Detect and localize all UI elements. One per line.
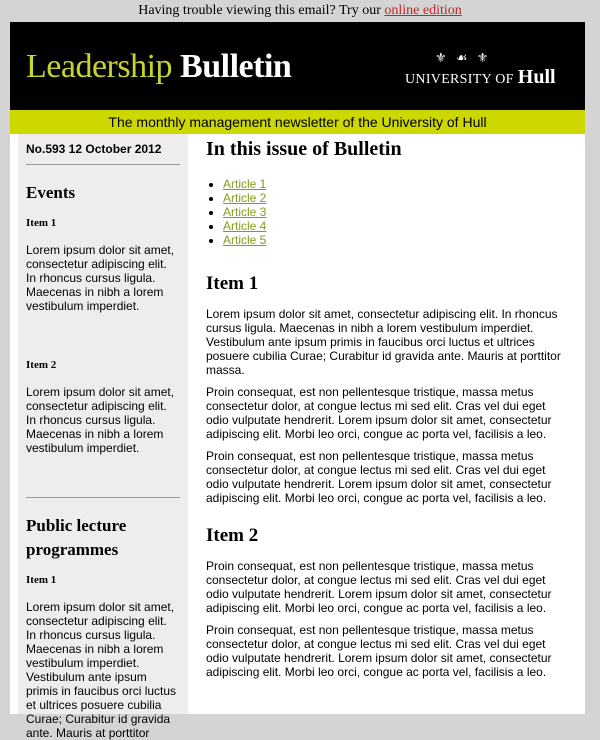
newsletter <box>10 22 585 740</box>
item-2-paragraph-1: Proin consequat, est non pellentesque tristique, massa metus consectetur dolor, at congue lectus mi sed elit. Cras vel dui eget odio vulputate hendrerit. Lorem ipsum dolor sit amet, consectetur adipiscing elit. Morbi leo orci, congue ac porta vel, facilisis a leo. <box>206 559 552 615</box>
content-area <box>10 134 585 740</box>
logo-hull: Hull <box>517 66 556 88</box>
article-link-3[interactable]: Article 3 <box>223 205 267 219</box>
sidebar-item-title: Item 2 <box>26 359 57 371</box>
view-online-text: Having trouble viewing this email? Try our <box>138 3 381 18</box>
list-item <box>223 219 566 233</box>
sidebar-item-text: Lorem ipsum dolor sit amet, consectetur adipiscing elit. In rhoncus cursus ligula. Maecenas in nibh a lorem vestibulum imperdiet. <box>26 243 175 313</box>
sidebar-item-text: Lorem ipsum dolor sit amet, consectetur adipiscing elit. In rhoncus cursus ligula. Maecenas in nibh a lorem vestibulum imperdiet. Vestibulum ante ipsum primis in faucibus orci luctus et ultrices posuere cubilia Curae; Curabitur id gravida ante. Mauris at porttitor <box>26 600 177 740</box>
sidebar-item-title: Item 1 <box>26 574 57 586</box>
issue-number: No.593 12 October 2012 <box>26 134 180 165</box>
list-item <box>223 205 566 219</box>
list-item <box>223 177 566 191</box>
masthead-word-bulletin: Bulletin <box>180 48 292 85</box>
view-online-bar <box>0 0 600 22</box>
article-link-1[interactable]: Article 1 <box>223 177 267 191</box>
item-2-heading: Item 2 <box>206 525 259 546</box>
sidebar-item-text: Lorem ipsum dolor sit amet, consectetur adipiscing elit. In rhoncus cursus ligula. Maecenas in nibh a lorem vestibulum imperdiet. <box>26 385 175 455</box>
article-list <box>206 177 566 247</box>
sidebar-item-title: Item 1 <box>26 217 57 229</box>
header-banner <box>10 22 585 110</box>
masthead-title <box>26 48 291 86</box>
item-1-paragraph-2: Proin consequat, est non pellentesque tristique, massa metus consectetur dolor, at congue lectus mi sed elit. Cras vel dui eget odio vulputate hendrerit. Lorem ipsum dolor sit amet, consectetur adipiscing elit. Morbi leo orci, congue ac porta vel, facilisis a leo. <box>206 385 552 441</box>
list-item <box>223 191 566 205</box>
list-item <box>223 233 566 247</box>
article-link-4[interactable]: Article 4 <box>223 219 267 233</box>
item-2-paragraph-2: Proin consequat, est non pellentesque tristique, massa metus consectetur dolor, at congue lectus mi sed elit. Cras vel dui eget odio vulputate hendrerit. Lorem ipsum dolor sit amet, consectetur adipiscing elit. Morbi leo orci, congue ac porta vel, facilisis a leo. <box>206 623 552 679</box>
item-1-heading: Item 1 <box>206 273 259 294</box>
article-link-5[interactable]: Article 5 <box>223 233 267 247</box>
article-link-2[interactable]: Article 2 <box>223 191 267 205</box>
item-1-paragraph-3: Proin consequat, est non pellentesque tristique, massa metus consectetur dolor, at congue lectus mi sed elit. Cras vel dui eget odio vulputate hendrerit. Lorem ipsum dolor sit amet, consectetur adipiscing elit. Morbi leo orci, congue ac porta vel, facilisis a leo. <box>206 449 552 505</box>
issue-heading: In this issue of Bulletin <box>206 138 402 160</box>
tagline: The monthly management newsletter of the University of Hull <box>10 110 585 134</box>
crest-icon: ⚜ ☙ ⚜ <box>435 50 492 65</box>
main-column <box>206 134 566 687</box>
sidebar-divider <box>26 497 180 498</box>
sidebar-heading-events: Events <box>26 183 76 202</box>
online-edition-link[interactable]: online edition <box>384 3 462 18</box>
sidebar-heading-lectures: Public lecture programmes <box>26 516 127 559</box>
masthead-word-leadership: Leadership <box>26 48 173 85</box>
sidebar <box>18 134 188 740</box>
item-1-paragraph-1: Lorem ipsum dolor sit amet, consectetur adipiscing elit. In rhoncus cursus ligula. Maecenas in nibh a lorem vestibulum imperdiet. Vestibulum ante ipsum primis in faucibus orci luctus et ultrices posuere cubilia Curae; Curabitur id gravida ante. Mauris at porttitor massa. <box>206 307 561 377</box>
logo-university-of: UNIVERSITY OF <box>405 72 514 87</box>
